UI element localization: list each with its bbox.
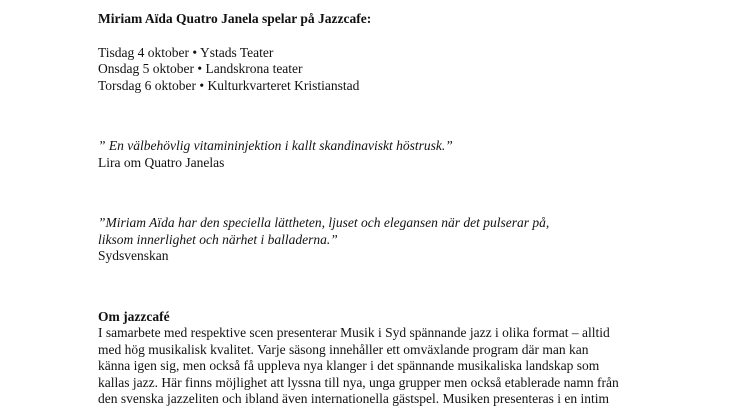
document-title: Miriam Aïda Quatro Janela spelar på Jazzcafe: (98, 11, 372, 26)
press-quote (98, 138, 658, 171)
document-page (98, 11, 658, 408)
body-paragraph (98, 325, 643, 408)
paragraph-line: känna igen sig, men också få uppleva nya klanger i det spännande musikaliska landskap som (98, 358, 600, 373)
paragraph-line: I samarbete med respektive scen presenterar Musik i Syd spännande jazz i olika format – alltid (98, 325, 610, 340)
section-heading: Om jazzcafé (98, 308, 170, 324)
quote-text: liksom innerlighet och närhet i balladerna.” (98, 231, 338, 247)
paragraph-line: med hög musikalisk kvalitet. Varje säsong innehåller ett omväxlande program där man kan (98, 341, 589, 357)
press-quote (98, 215, 658, 265)
quote-text: ”Miriam Aïda har den speciella lättheten, ljuset och elegansen när det pulserar på, (98, 215, 550, 230)
event-item: Onsdag 5 oktober • Landskrona teater (98, 61, 303, 76)
paragraph-line: kallas jazz. Här finns möjlighet att lyssna till nya, unga grupper men också etablerade namn från (98, 374, 619, 390)
paragraph-line: den svenska jazzeliten och ibland även internationella gästspel. Musiken presenteras i en intim (98, 391, 609, 406)
quote-text: ” En välbehövlig vitamininjektion i kallt skandinaviskt höstrusk.” (98, 138, 453, 153)
quote-source: Lira om Quatro Janelas (98, 154, 225, 170)
event-item: Tisdag 4 oktober • Ystads Teater (98, 44, 274, 60)
event-item: Torsdag 6 oktober • Kulturkvarteret Kristianstad (98, 77, 360, 93)
event-list (98, 45, 658, 95)
quote-source: Sydsvenskan (98, 248, 169, 263)
about-section (98, 309, 658, 408)
